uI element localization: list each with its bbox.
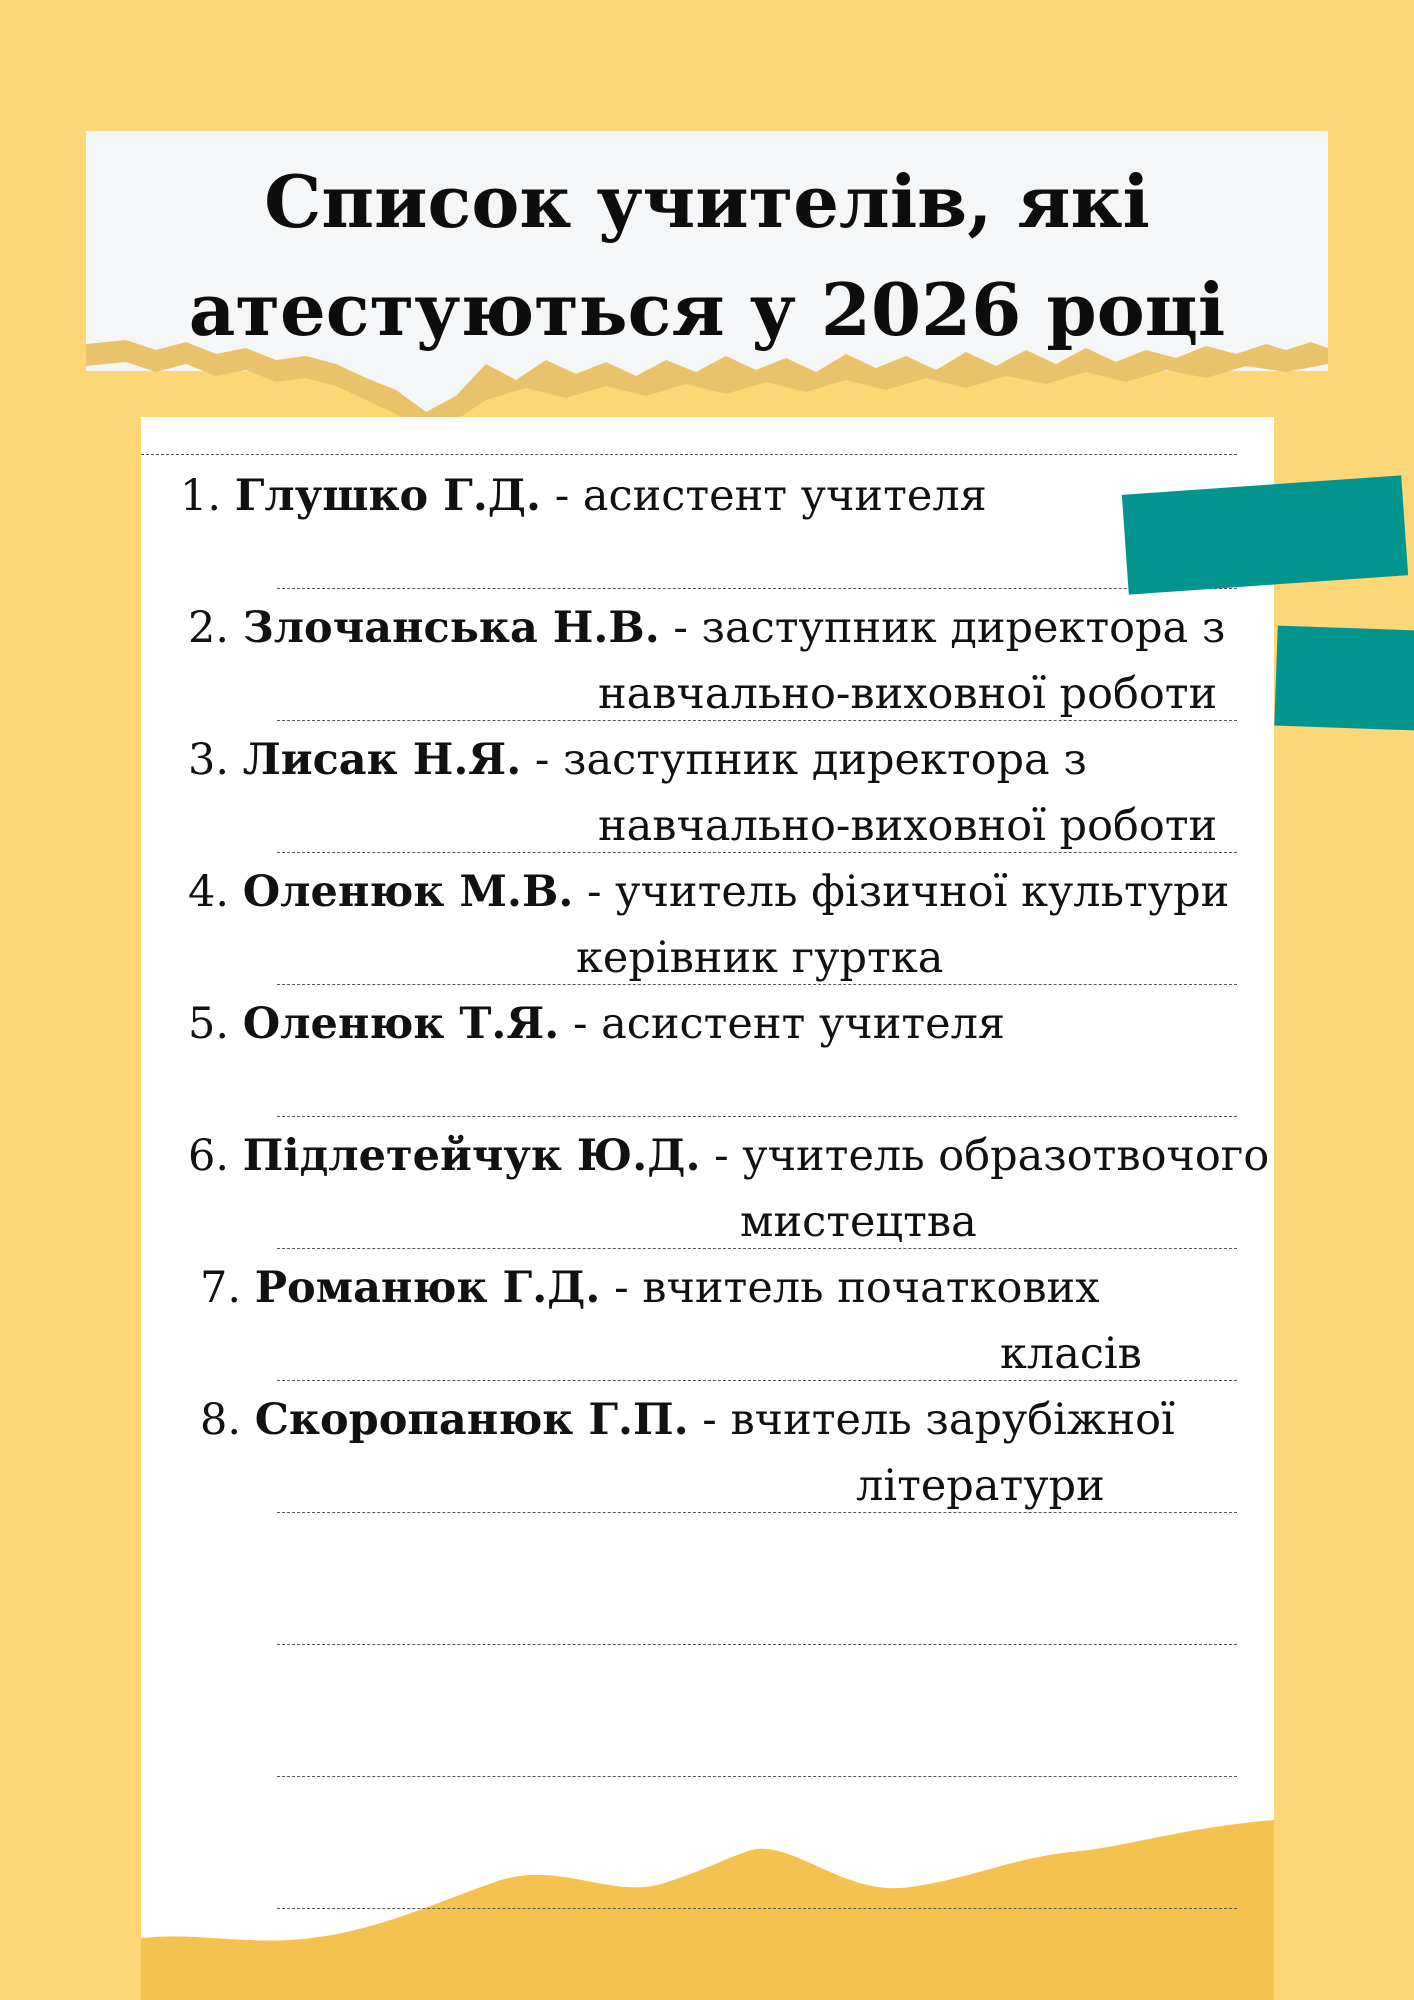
- teacher-role-continuation: мистецтва: [740, 1197, 977, 1247]
- teacher-name: Злочанська Н.В.: [242, 603, 660, 653]
- list-item-number: 6.: [188, 1131, 230, 1181]
- list-item: [180, 466, 987, 526]
- teal-tape-lower: [1274, 626, 1414, 731]
- dashed-rule: [277, 1116, 1237, 1117]
- list-item: [188, 1126, 1269, 1186]
- list-item-number: 7.: [200, 1263, 242, 1313]
- teacher-name: Романюк Г.Д.: [254, 1263, 601, 1313]
- list-item: [188, 994, 1005, 1054]
- teacher-role: - заступник директора з: [673, 603, 1226, 653]
- teacher-role: - учитель фізичної культури: [586, 867, 1230, 917]
- list-item-number: 8.: [200, 1395, 242, 1445]
- teacher-role-continuation: літератури: [856, 1461, 1105, 1511]
- teacher-role-continuation: навчально-виховної роботи: [598, 669, 1218, 719]
- list-item: [200, 1390, 1175, 1450]
- teacher-role: - вчитель зарубіжної: [702, 1395, 1175, 1445]
- list-item: [188, 862, 1229, 922]
- dashed-rule: [277, 1644, 1237, 1645]
- teacher-role-continuation: керівник гуртка: [576, 933, 944, 983]
- list-item-number: 3.: [188, 735, 230, 785]
- teacher-role-continuation: класів: [1000, 1329, 1142, 1379]
- teacher-role-continuation: навчально-виховної роботи: [598, 801, 1218, 851]
- dashed-rule: [277, 1776, 1237, 1777]
- teacher-role: - учитель образотвочого: [714, 1131, 1270, 1181]
- teacher-role: - асистент учителя: [572, 999, 1006, 1049]
- list-item-number: 5.: [188, 999, 230, 1049]
- list-item: [188, 598, 1225, 658]
- dashed-rule: [277, 588, 1237, 589]
- teacher-name: Скоропанюк Г.П.: [254, 1395, 689, 1445]
- teacher-name: Оленюк М.В.: [242, 867, 574, 917]
- top-dashed-rule: [141, 454, 1237, 455]
- teacher-role: - асистент учителя: [554, 471, 987, 521]
- teal-tape-upper: [1122, 475, 1408, 594]
- teacher-role: - заступник директора з: [534, 735, 1087, 785]
- page-title: [86, 148, 1328, 364]
- teacher-name: Підлетейчук Ю.Д.: [242, 1131, 701, 1181]
- list-item-number: 1.: [180, 471, 222, 521]
- dashed-rule: [277, 1908, 1237, 1909]
- list-item: [200, 1258, 1099, 1318]
- page-title-line-2: атестуються у 2026 році: [188, 267, 1226, 352]
- page-title-line-1: Список учителів, які: [264, 159, 1150, 244]
- list-item-number: 2.: [188, 603, 230, 653]
- teacher-name: Глушко Г.Д.: [234, 471, 542, 521]
- list-item-number: 4.: [188, 867, 230, 917]
- teacher-role: - вчитель початкових: [614, 1263, 1100, 1313]
- teacher-name: Лисак Н.Я.: [242, 735, 522, 785]
- list-item: [188, 730, 1087, 790]
- teacher-name: Оленюк Т.Я.: [242, 999, 560, 1049]
- paper-bottom-wave: [141, 1820, 1274, 2000]
